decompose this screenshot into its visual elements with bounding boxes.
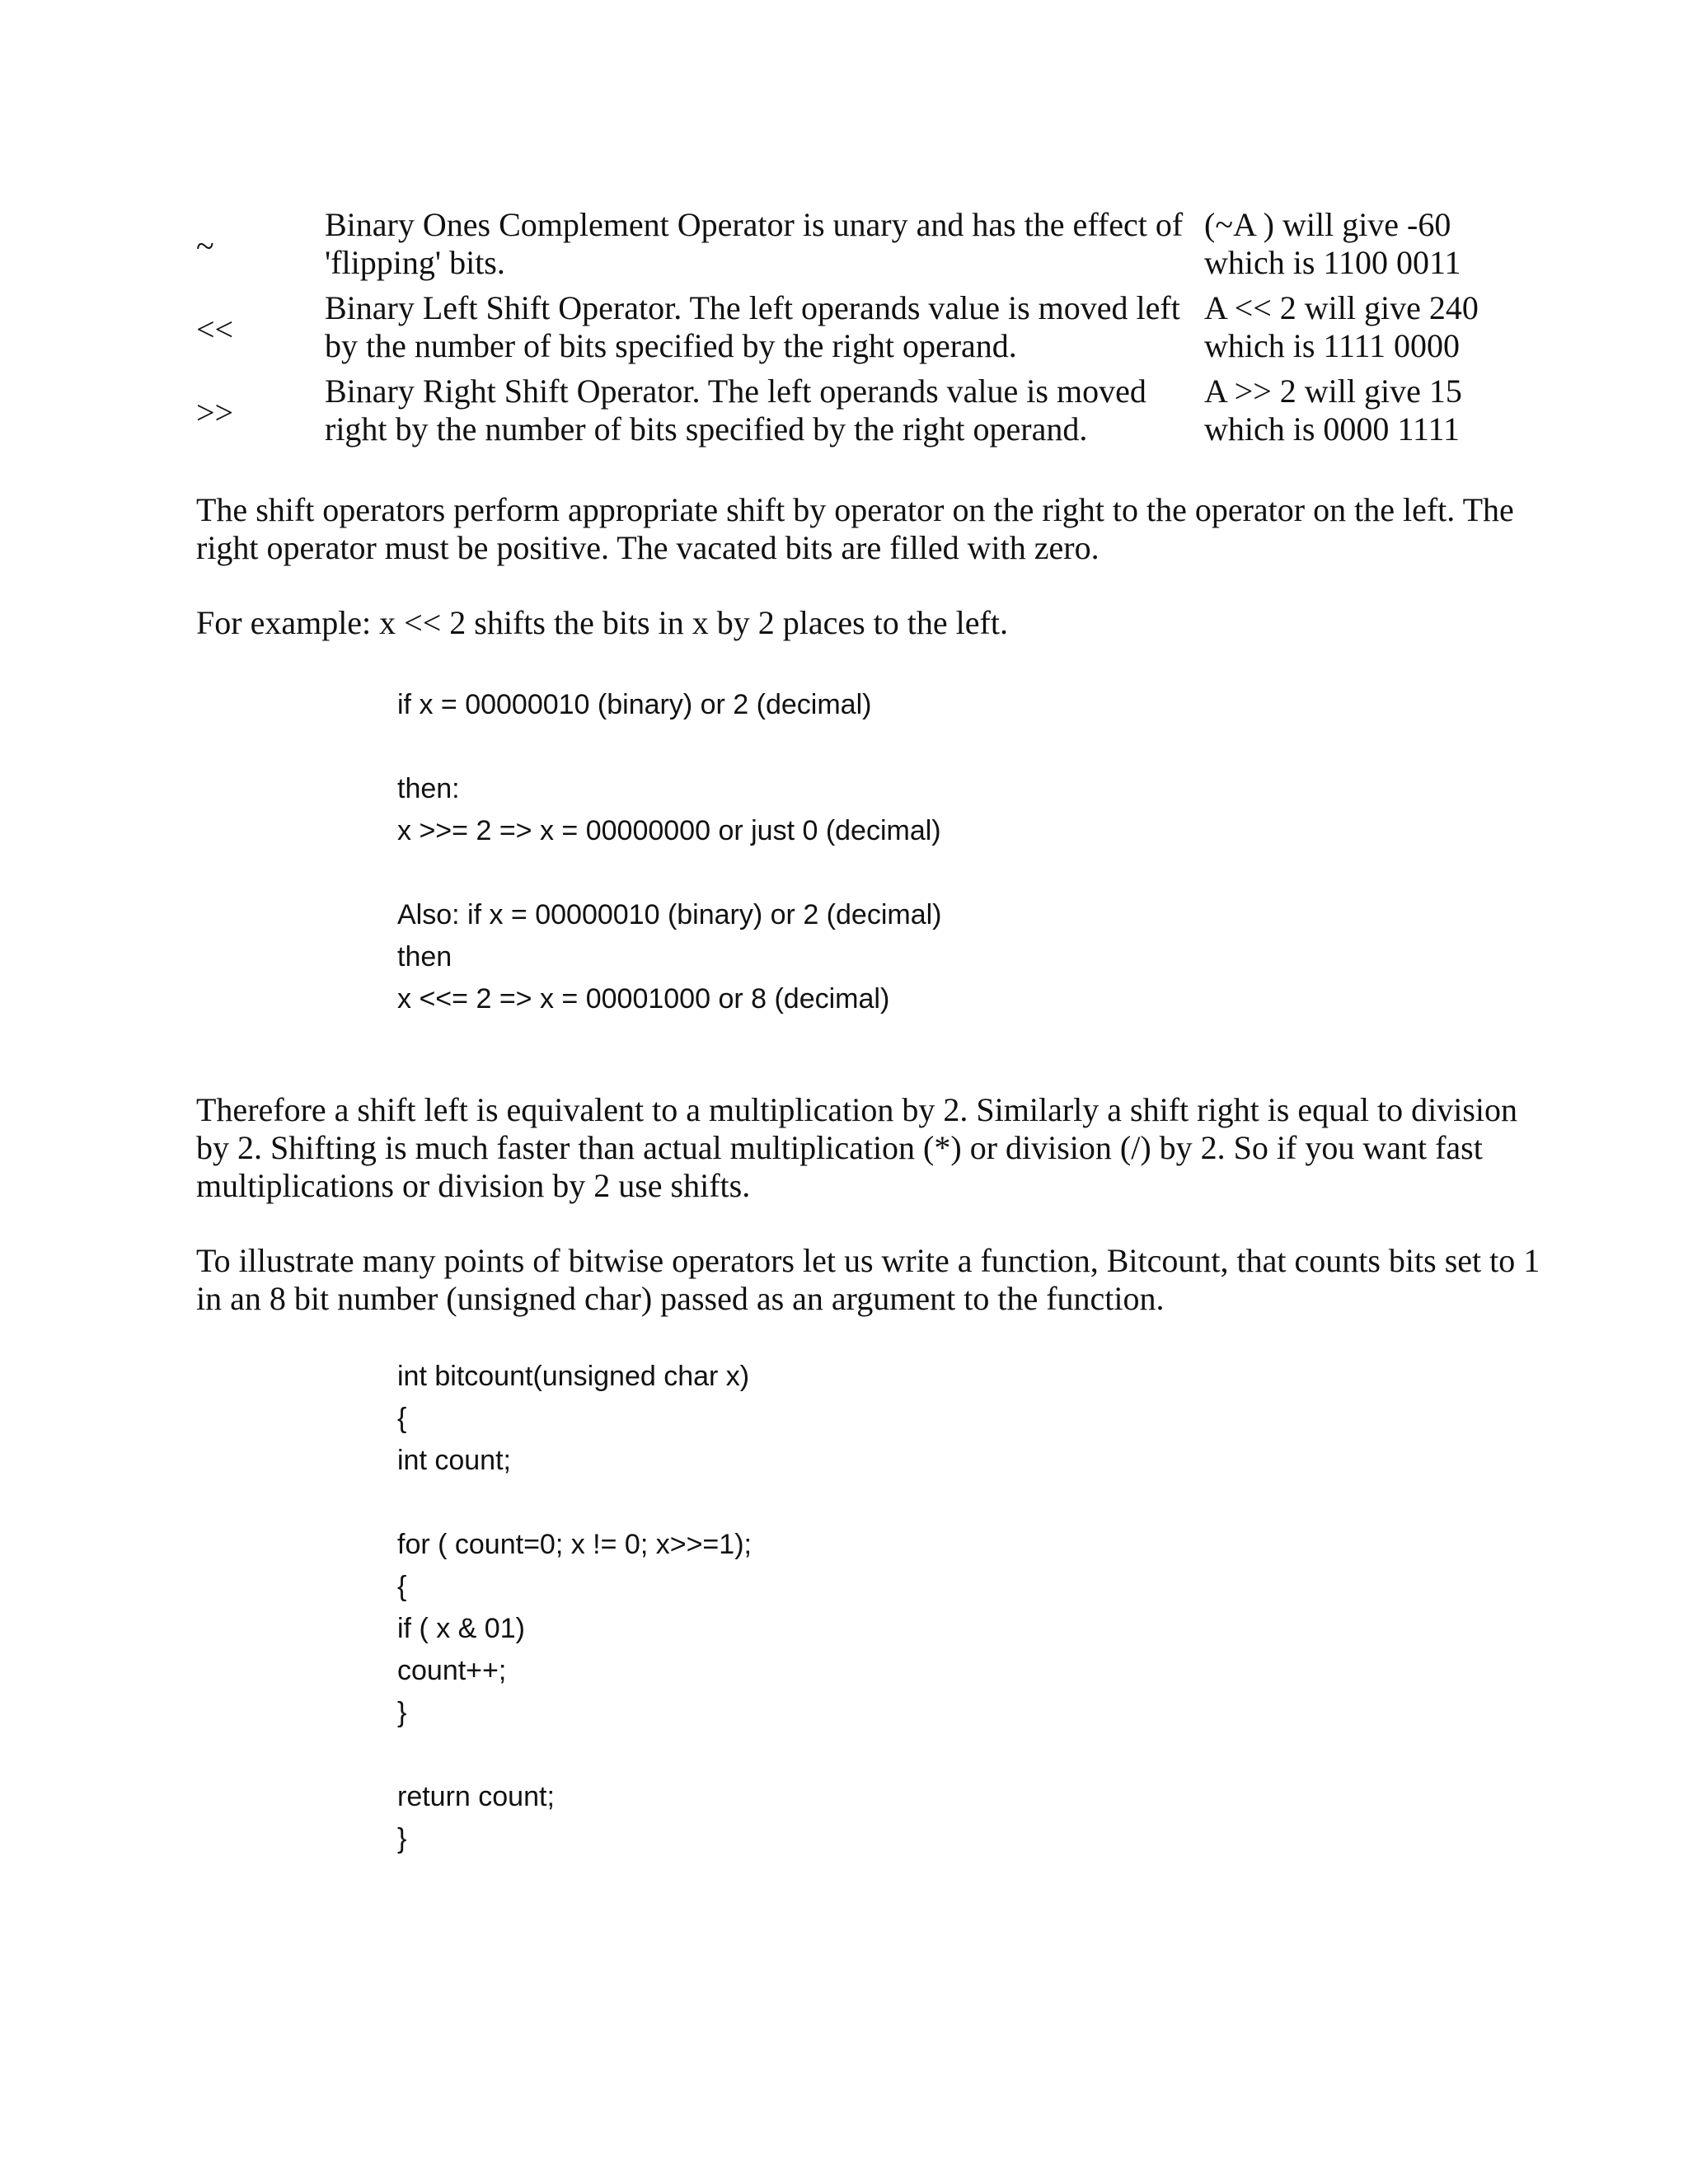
shift-intro-paragraph bbox=[196, 491, 1531, 567]
paragraph-line: The shift operators perform appropriate shift by operator on the right to the operator on the left. The bbox=[196, 491, 1514, 528]
paragraph-line: in an 8 bit number (unsigned char) passed as an argument to the function. bbox=[196, 1280, 1165, 1317]
example-intro-paragraph bbox=[196, 604, 1531, 642]
code-line: int count; bbox=[397, 1445, 511, 1476]
code-line: x >>= 2 => x = 00000000 or just 0 (decimal) bbox=[397, 815, 941, 846]
example-line: which is 1111 0000 bbox=[1204, 327, 1460, 364]
operator-description bbox=[325, 206, 1184, 282]
operator-row-right-shift bbox=[196, 373, 1482, 456]
code-line: if ( x & 01) bbox=[397, 1613, 525, 1644]
code-line: x <<= 2 => x = 00001000 or 8 (decimal) bbox=[397, 983, 890, 1015]
code-line: int bitcount(unsigned char x) bbox=[397, 1361, 750, 1392]
code-line: { bbox=[397, 1571, 407, 1602]
description-line: right by the number of bits specified by the right operand. bbox=[325, 410, 1088, 448]
operator-table bbox=[196, 206, 1482, 456]
code-line: return count; bbox=[397, 1781, 555, 1812]
description-line: Binary Right Shift Operator. The left operands value is moved bbox=[325, 373, 1146, 410]
description-line: Binary Ones Complement Operator is unary and has the effect of bbox=[325, 206, 1184, 243]
code-line bbox=[397, 852, 941, 894]
operator-symbol: << bbox=[196, 311, 234, 348]
shift-example-code bbox=[397, 684, 941, 1020]
code-line bbox=[397, 726, 941, 768]
paragraph-line: To illustrate many points of bitwise operators let us write a function, Bitcount, that counts bits set to 1 bbox=[196, 1242, 1540, 1279]
paragraph-line: by 2. Shifting is much faster than actual multiplication (*) or division (/) by 2. So if you want fast bbox=[196, 1129, 1483, 1166]
paragraph-line: multiplications or division by 2 use shifts. bbox=[196, 1167, 751, 1204]
code-line: { bbox=[397, 1403, 407, 1434]
bitcount-function-code bbox=[397, 1356, 752, 1860]
shift-conclusion-paragraph bbox=[196, 1091, 1531, 1205]
operator-row-left-shift bbox=[196, 289, 1482, 373]
example-line: (~A ) will give -60 bbox=[1204, 206, 1451, 243]
operator-example bbox=[1204, 289, 1484, 365]
example-line: which is 1100 0011 bbox=[1204, 244, 1461, 281]
code-line: count++; bbox=[397, 1655, 507, 1686]
description-line: 'flipping' bits. bbox=[325, 244, 505, 281]
description-line: Binary Left Shift Operator. The left operands value is moved left bbox=[325, 289, 1180, 326]
example-line: A >> 2 will give 15 bbox=[1204, 373, 1462, 410]
code-line bbox=[397, 1734, 752, 1776]
paragraph-line: For example: x << 2 shifts the bits in x by 2 places to the left. bbox=[196, 604, 1008, 641]
code-line: } bbox=[397, 1823, 407, 1854]
code-line: then: bbox=[397, 773, 460, 804]
operator-description bbox=[325, 373, 1174, 448]
code-line: Also: if x = 00000010 (binary) or 2 (decimal) bbox=[397, 899, 942, 930]
example-line: which is 0000 1111 bbox=[1204, 410, 1460, 448]
operator-symbol: ~ bbox=[196, 227, 214, 265]
operator-row-complement bbox=[196, 206, 1482, 289]
operator-example bbox=[1204, 373, 1484, 448]
code-line: for ( count=0; x != 0; x>>=1); bbox=[397, 1529, 752, 1560]
example-line: A << 2 will give 240 bbox=[1204, 289, 1479, 326]
code-line: } bbox=[397, 1697, 407, 1728]
code-line: if x = 00000010 (binary) or 2 (decimal) bbox=[397, 689, 872, 720]
paragraph-line: Therefore a shift left is equivalent to a multiplication by 2. Similarly a shift right is equal to division bbox=[196, 1091, 1518, 1128]
description-line: by the number of bits specified by the right operand. bbox=[325, 327, 1017, 364]
paragraph-line: right operator must be positive. The vacated bits are filled with zero. bbox=[196, 529, 1100, 566]
operator-description bbox=[325, 289, 1180, 365]
bitcount-intro-paragraph bbox=[196, 1242, 1540, 1318]
code-line: then bbox=[397, 941, 452, 972]
operator-symbol: >> bbox=[196, 394, 234, 431]
operator-example bbox=[1204, 206, 1484, 282]
code-line bbox=[397, 1482, 752, 1524]
